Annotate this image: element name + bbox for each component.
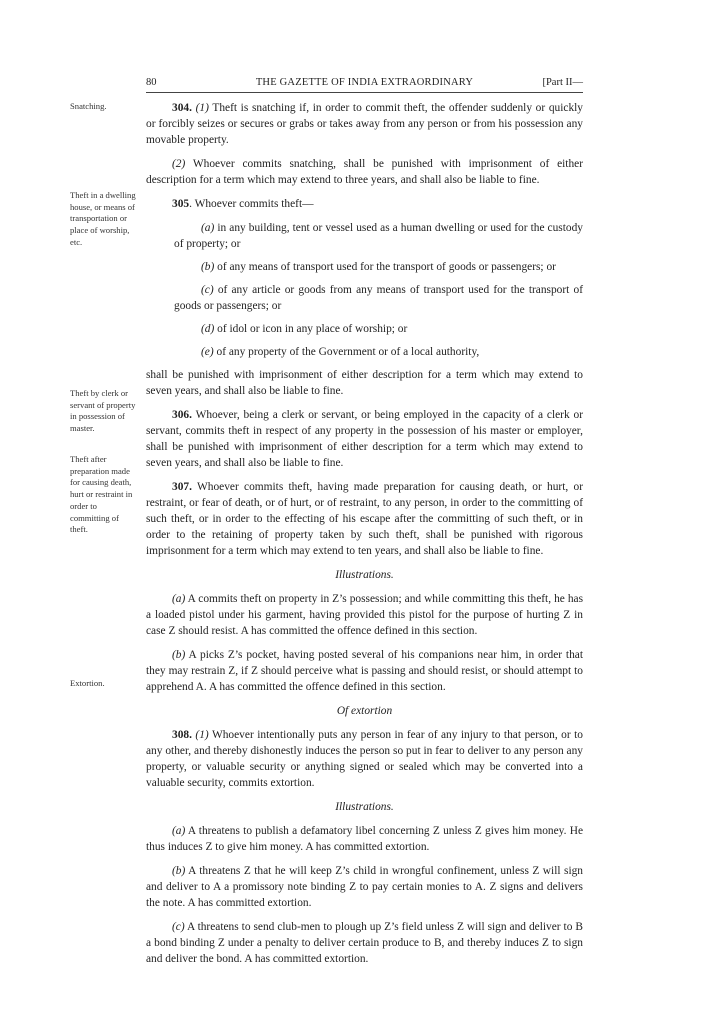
margin-note-307: Theft after preparation made for causing death, hurt or restraint in order to committing of theft. <box>70 454 133 535</box>
illustration-mark: (a) <box>172 593 186 605</box>
section-307-illustration-b <box>146 647 583 695</box>
header-rule <box>146 92 583 93</box>
section-305-number: 305 <box>172 198 190 210</box>
section-305-clause-c <box>146 282 583 314</box>
section-306-para <box>146 407 583 471</box>
illustration-text: A commits theft on property in Z’s possession; and while committing this theft, he has a loaded pistol under his garment, having provided this pistol for the purpose of hurting Z in case Z should resist. A has committed the offence defined in this section. <box>146 593 583 637</box>
extortion-heading: Of extortion <box>336 705 393 717</box>
illustration-text: A threatens Z that he will keep Z’s child in wrongful confinement, unless Z will sign and deliver to A a promissory note binding Z to pay certain monies to A. Z signs and delivers the note. A has committed extortion. <box>146 865 583 909</box>
running-header <box>146 77 583 93</box>
section-308-illustration-a <box>146 823 583 855</box>
section-307-number: 307. <box>172 481 192 493</box>
margin-note-306: Theft by clerk or servant of property in possession of master. <box>70 388 136 434</box>
section-308-para <box>146 727 583 791</box>
illustration-text: A threatens to send club-men to plough up Z’s field unless Z will sign and deliver to B a bond binding Z under a penalty to deliver certain produce to B, and thereby induces Z to sign and deliver the bond. A has committed extortion. <box>146 921 583 965</box>
section-305-clause-a <box>146 220 583 252</box>
section-308-sub1-text: Whoever intentionally puts any person in fear of any injury to that person, or to any other, and thereby dishonestly induces the person so put in fear to deliver to any person any property, or valuable security or anything signed or sealed which may be converted into a valuable security, commits extortion. <box>146 729 583 789</box>
part-label: [Part II— <box>542 77 583 88</box>
section-304-sub1-mark: (1) <box>195 102 209 114</box>
section-308-illustration-c <box>146 919 583 967</box>
section-304-sub2-text: Whoever commits snatching, shall be punished with imprisonment of either description for a term which may extend to three years, and shall also be liable to fine. <box>146 158 583 186</box>
clause-text: of idol or icon in any place of worship; or <box>214 323 408 335</box>
section-307-illustration-a <box>146 591 583 639</box>
gazette-title: THE GAZETTE OF INDIA EXTRAORDINARY <box>255 77 474 88</box>
section-306-text: Whoever, being a clerk or servant, or being employed in the capacity of a clerk or servant, commits theft in respect of any property in the possession of his master or employer, shall be punished with imprisonment of either description for a term which may extend to seven years, and shall also be liable to fine. <box>146 409 583 469</box>
clause-mark: (b) <box>201 261 215 273</box>
section-308-number: 308. <box>172 729 192 741</box>
clause-text: in any building, tent or vessel used as a human dwelling or used for the custody of property; or <box>174 222 583 250</box>
clause-text: of any property of the Government or of a local authority, <box>213 346 480 358</box>
section-305-closing: shall be punished with imprisonment of either description for a term which may extend to seven years, and shall also be liable to fine. <box>146 369 583 397</box>
clause-mark: (d) <box>201 323 215 335</box>
section-304-sub2-mark: (2) <box>172 158 186 170</box>
section-308-illustrations-heading: Illustrations. <box>335 801 394 813</box>
section-305-clause-d <box>146 321 583 337</box>
clause-text: of any article or goods from any means of transport used for the transport of goods or passengers; or <box>174 284 583 312</box>
margin-note-308: Extortion. <box>70 678 105 688</box>
illustration-text: A picks Z’s pocket, having posted several of his companions near him, in order that they may restrain Z, if Z should perceive what is passing and should resist, or should attempt to apprehend A. A has committed the offence defined in this section. <box>146 649 583 693</box>
illustration-mark: (b) <box>172 865 186 877</box>
illustration-mark: (b) <box>172 649 186 661</box>
section-304-para-2 <box>146 156 583 188</box>
margin-note-304: Snatching. <box>70 101 107 111</box>
section-304-para-1 <box>146 100 583 148</box>
clause-mark: (e) <box>201 346 214 358</box>
section-307-text: Whoever commits theft, having made preparation for causing death, or hurt, or restraint, or fear of death, or of hurt, or of restraint, to any person, in order to the committing of such theft, or in order to the effecting of his escape after the committing of such theft, or in order to the retaining of property taken by such theft, shall be punished with rigorous imprisonment for a term which may extend to ten years, and shall also be liable to fine. <box>146 481 583 557</box>
clause-mark: (a) <box>201 222 215 234</box>
illustration-mark: (a) <box>172 825 186 837</box>
section-308-sub1-mark: (1) <box>195 729 209 741</box>
section-305-clause-b <box>146 259 583 275</box>
section-304-number: 304. <box>172 102 192 114</box>
main-text-column <box>146 100 583 975</box>
clause-text: of any means of transport used for the transport of goods or passengers; or <box>214 261 556 273</box>
illustration-mark: (c) <box>172 921 185 933</box>
section-307-illustrations-heading: Illustrations. <box>335 569 394 581</box>
margin-note-305: Theft in a dwelling house, or means of transportation or place of worship, etc. <box>70 190 136 247</box>
page-number: 80 <box>146 77 157 88</box>
section-304-sub1-text: Theft is snatching if, in order to commit theft, the offender suddenly or quickly or forcibly seizes or secures or grabs or takes away from any person or from his possession any movable property. <box>146 102 583 146</box>
section-305-intro <box>146 196 583 212</box>
section-306-number: 306. <box>172 409 192 421</box>
section-305-clause-e <box>146 344 583 360</box>
section-308-illustration-b <box>146 863 583 911</box>
illustration-text: A threatens to publish a defamatory libel concerning Z unless Z gives him money. He thus induces Z to give him money. A has committed extortion. <box>146 825 583 853</box>
section-307-para <box>146 479 583 559</box>
section-305-intro-text: . Whoever commits theft— <box>189 198 314 210</box>
clause-mark: (c) <box>201 284 214 296</box>
